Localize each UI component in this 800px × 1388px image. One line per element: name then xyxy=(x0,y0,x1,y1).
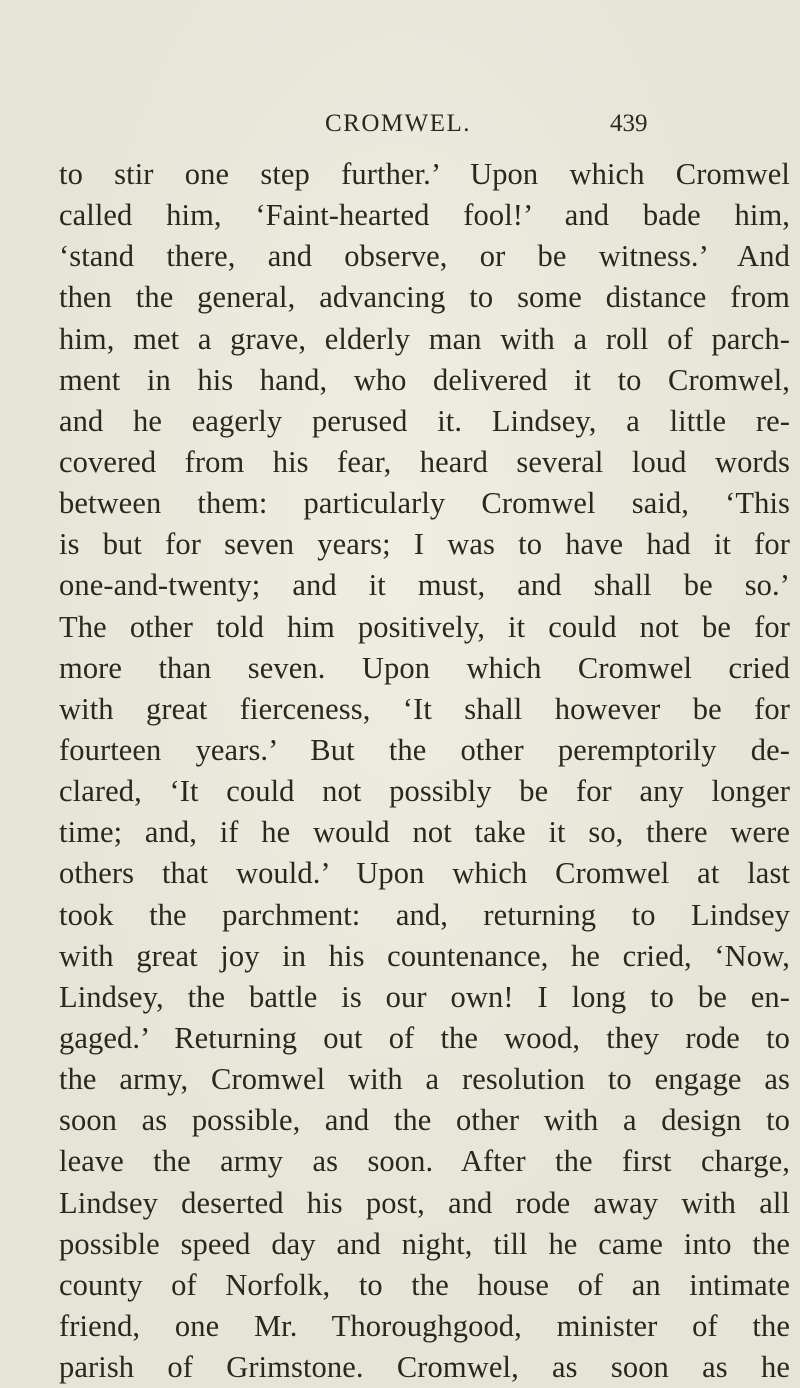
text-line: took the parchment: and, returning to Lindsey xyxy=(59,897,790,932)
text-line: soon as possible, and the other with a design to xyxy=(59,1103,790,1138)
text-line: friend, one Mr. Thoroughgood, minister of the xyxy=(59,1308,790,1343)
text-line: others that would.’ Upon which Cromwel at last xyxy=(59,856,790,891)
text-line: county of Norfolk, to the house of an intimate xyxy=(59,1267,790,1302)
text-line: between them: particularly Cromwel said, ‘This xyxy=(59,486,790,521)
text-line: ‘stand there, and observe, or be witness.’ And xyxy=(59,239,790,274)
text-line: fourteen years.’ But the other peremptorily de- xyxy=(59,732,790,767)
text-line: more than seven. Upon which Cromwel cried xyxy=(59,650,790,685)
page-number: 439 xyxy=(610,110,648,137)
running-head xyxy=(0,104,800,144)
text-line: gaged.’ Returning out of the wood, they rode to xyxy=(59,1020,790,1055)
text-line: covered from his fear, heard several loud words xyxy=(59,444,790,479)
text-line: Lindsey, the battle is our own! I long to be en- xyxy=(59,979,790,1014)
text-line: called him, ‘Faint-hearted fool!’ and bade him, xyxy=(59,198,790,233)
text-line: clared, ‘It could not possibly be for any longer xyxy=(59,774,790,809)
text-line: leave the army as soon. After the first charge, xyxy=(59,1144,790,1179)
text-line: parish of Grimstone. Cromwel, as soon as he xyxy=(59,1350,790,1385)
text-line: is but for seven years; I was to have had it for xyxy=(59,527,790,562)
text-line: him, met a grave, elderly man with a roll of parch- xyxy=(59,321,790,356)
running-head-title: CROMWEL. xyxy=(325,110,472,137)
text-line: with great joy in his countenance, he cried, ‘Now, xyxy=(59,938,790,973)
text-line: one-and-twenty; and it must, and shall be so.’ xyxy=(59,568,790,603)
body-text xyxy=(59,154,790,1388)
text-line: then the general, advancing to some distance from xyxy=(59,280,790,315)
text-line: with great fierceness, ‘It shall however be for xyxy=(59,691,790,726)
text-line: possible speed day and night, till he came into the xyxy=(59,1226,790,1261)
text-line: the army, Cromwel with a resolution to engage as xyxy=(59,1062,790,1097)
text-line: and he eagerly perused it. Lindsey, a little re- xyxy=(59,403,790,438)
text-line: to stir one step further.’ Upon which Cromwel xyxy=(59,157,790,191)
text-line: The other told him positively, it could not be for xyxy=(59,609,790,644)
text-line: time; and, if he would not take it so, there were xyxy=(59,815,790,850)
text-line: ment in his hand, who delivered it to Cromwel, xyxy=(59,362,790,397)
text-line: Lindsey deserted his post, and rode away with all xyxy=(59,1185,790,1220)
